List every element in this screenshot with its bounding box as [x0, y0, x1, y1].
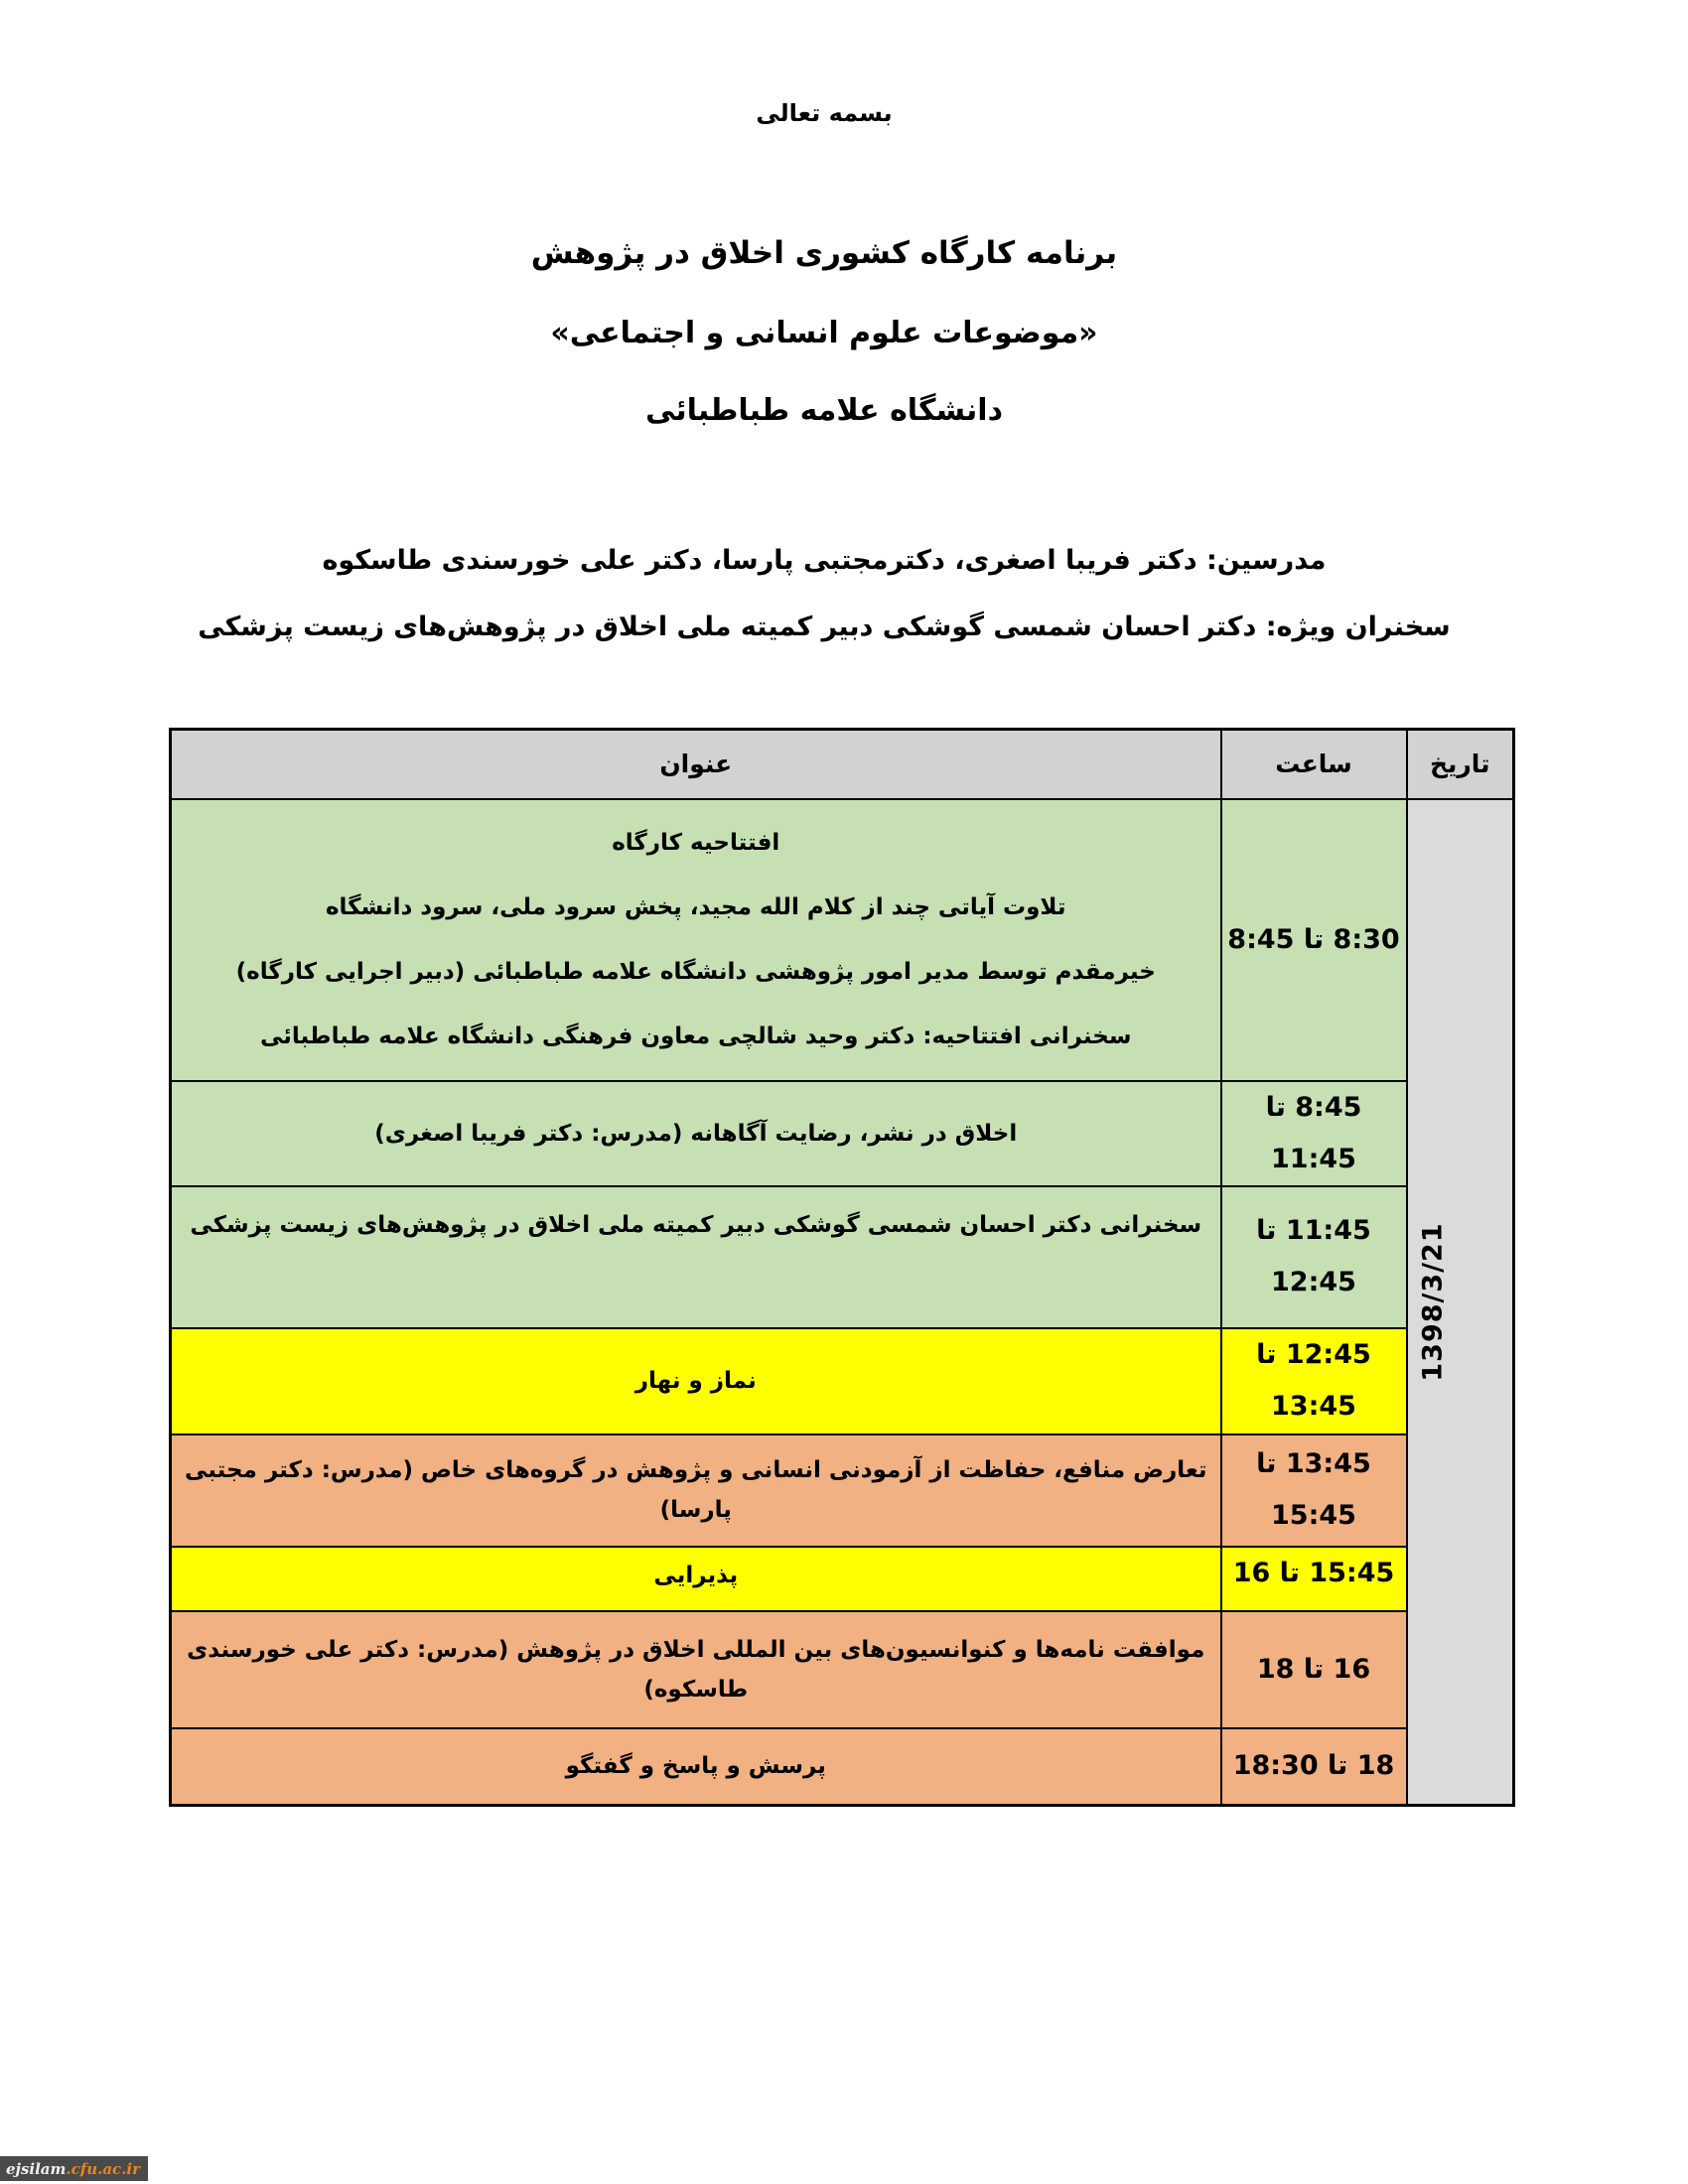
time-cell	[1221, 1328, 1407, 1434]
time-line: 15:45 تا 16	[1232, 1557, 1395, 1588]
table-row	[171, 1186, 1514, 1328]
time-cell	[1221, 1547, 1407, 1611]
time-cell	[1221, 1434, 1407, 1547]
time-cell	[1221, 1081, 1407, 1186]
table-row	[171, 799, 1514, 1081]
title-cell	[171, 1611, 1221, 1728]
time-line: 18 تا 18:30	[1232, 1750, 1395, 1782]
time-line: 12:45 تا	[1256, 1339, 1371, 1370]
watermark-site-name: ejsilam	[6, 2159, 67, 2178]
bismillah-text: بسمه تعالی	[756, 99, 893, 127]
table-row	[171, 1328, 1514, 1434]
time-line: 8:30 تا 8:45	[1227, 923, 1400, 955]
time-line: 13:45 تا	[1256, 1448, 1371, 1479]
col-header-title: عنوان	[171, 730, 1221, 799]
title-cell	[171, 1434, 1221, 1547]
title-line: افتتاحیه کارگاه	[612, 829, 780, 856]
table-row	[171, 1611, 1514, 1728]
col-header-time: ساعت	[1221, 730, 1407, 799]
title-cell	[171, 1547, 1221, 1611]
title-line: نماز و نهار	[634, 1368, 757, 1394]
title-line: موافقت نامه‌ها و کنوانسیون‌های بین المللی اخلاق در پژوهش (مدرس: دکتر علی خورسندی طاسکوه)	[187, 1636, 1205, 1703]
title-cell	[171, 1081, 1221, 1186]
time-line: 16 تا 18	[1256, 1653, 1371, 1685]
time-line: 12:45	[1271, 1267, 1356, 1297]
title-line: پرسش و پاسخ و گفتگو	[565, 1753, 826, 1780]
instructors-line: مدرسین: دکتر فریبا اصغری، دکترمجتبی پارسا، دکتر علی خورسندی طاسکوه	[322, 545, 1327, 576]
date-value: 1398/3/21	[1417, 1222, 1449, 1382]
title-line: پذیرایی	[653, 1562, 739, 1588]
time-cell	[1221, 1186, 1407, 1328]
time-line: 13:45	[1271, 1391, 1356, 1422]
title-line: تعارض منافع، حفاظت از آزمودنی انسانی و پژوهش در گروه‌های خاص (مدرس: دکتر مجتبی پارسا)	[184, 1457, 1207, 1523]
special-speaker-line: سخنران ویژه: دکتر احسان شمسی گوشکی دبیر کمیته ملی اخلاق در پژوهش‌های زیست پزشکی	[198, 612, 1451, 642]
time-cell	[1221, 799, 1407, 1081]
title-cell	[171, 1728, 1221, 1806]
watermark-domain: .cfu.ac.ir	[66, 2159, 141, 2178]
title-line: اخلاق در نشر، رضایت آگاهانه (مدرس: دکتر فریبا اصغری)	[374, 1120, 1018, 1147]
time-line: 15:45	[1271, 1500, 1356, 1531]
title-line: سخنرانی دکتر احسان شمسی گوشکی دبیر کمیته ملی اخلاق در پژوهش‌های زیست پزشکی	[190, 1211, 1202, 1238]
title-cell	[171, 799, 1221, 1081]
col-header-date: تاریخ	[1407, 730, 1514, 799]
time-cell	[1221, 1611, 1407, 1728]
table-header-row	[171, 730, 1514, 799]
doc-title-main: برنامه کارگاه کشوری اخلاق در پژوهش	[530, 235, 1118, 271]
watermark-badge	[0, 2156, 148, 2181]
title-cell	[171, 1186, 1221, 1328]
table-row	[171, 1547, 1514, 1611]
schedule-table	[169, 728, 1515, 1807]
title-cell	[171, 1328, 1221, 1434]
doc-title-university: دانشگاه علامه طباطبائی	[645, 393, 1003, 428]
table-row	[171, 1434, 1514, 1547]
date-cell	[1407, 799, 1514, 1806]
table-row	[171, 1728, 1514, 1806]
title-line: تلاوت آیاتی چند از کلام الله مجید، پخش سرود ملی، سرود دانشگاه	[325, 893, 1066, 920]
time-line: 8:45 تا	[1265, 1091, 1362, 1123]
title-line: سخنرانی افتتاحیه: دکتر وحید شالچی معاون فرهنگی دانشگاه علامه طباطبائی	[260, 1023, 1132, 1049]
table-row	[171, 1081, 1514, 1186]
doc-title-subject: «موضوعات علوم انسانی و اجتماعی»	[550, 316, 1098, 350]
time-line: 11:45	[1271, 1143, 1356, 1174]
time-cell	[1221, 1728, 1407, 1806]
title-line: خیرمقدم توسط مدیر امور پژوهشی دانشگاه علامه طباطبائی (دبیر اجرایی کارگاه)	[235, 958, 1156, 985]
time-line: 11:45 تا	[1256, 1215, 1371, 1246]
